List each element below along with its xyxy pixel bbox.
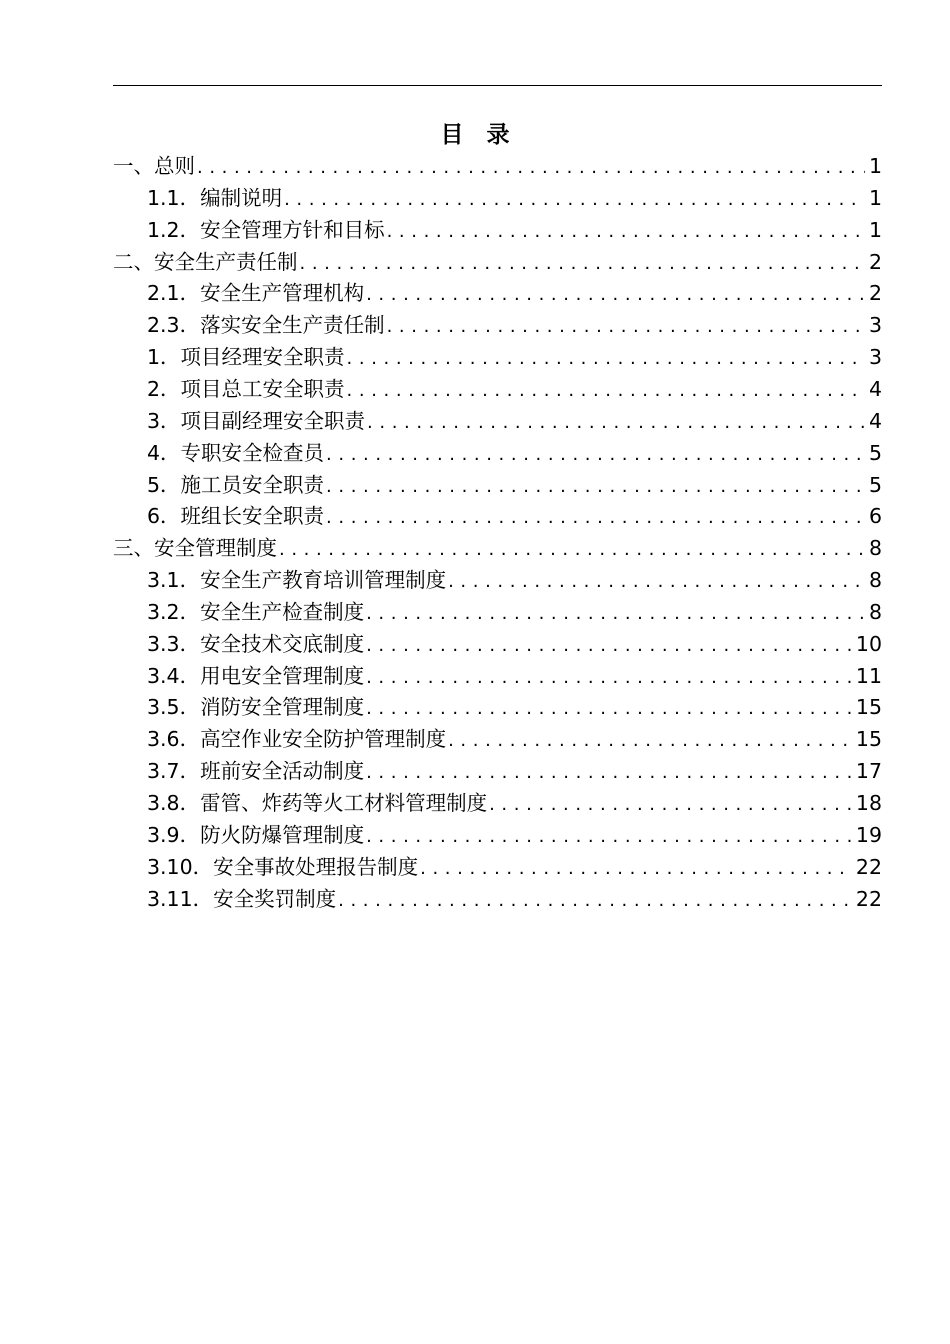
- toc-dot-leader: [326, 439, 865, 471]
- toc-entry-label: 3.2．安全生产检查制度: [147, 599, 365, 624]
- toc-page-number: 1: [868, 217, 882, 242]
- toc-page-number: 15: [855, 695, 882, 720]
- toc-dot-leader: [387, 311, 865, 343]
- toc-entry-label: 3.1．安全生产教育培训管理制度: [147, 568, 447, 593]
- toc-entry[interactable]: [147, 214, 882, 246]
- toc-page-number: 22: [855, 854, 882, 879]
- toc-page-number: 4: [868, 376, 882, 401]
- toc-entry-label: 3.3．安全技术交底制度: [147, 631, 365, 656]
- toc-page-number: 19: [855, 822, 882, 847]
- toc-page-number: 2: [868, 281, 882, 306]
- toc-page-number: 1: [868, 185, 882, 210]
- toc-entry[interactable]: [113, 150, 882, 182]
- toc-entry[interactable]: [147, 341, 882, 373]
- toc-entry[interactable]: [147, 405, 882, 437]
- toc-entry[interactable]: [147, 309, 882, 341]
- toc-page-number: 8: [868, 599, 882, 624]
- toc-entry-label: 3.7．班前安全活动制度: [147, 759, 365, 784]
- toc-entry[interactable]: [147, 182, 882, 214]
- toc-entry-label: 二、安全生产责任制: [113, 249, 298, 274]
- toc-dot-leader: [366, 757, 852, 789]
- toc-entry[interactable]: [147, 691, 882, 723]
- toc-page-number: 1: [868, 154, 882, 178]
- toc-dot-leader: [284, 184, 865, 216]
- toc-page-number: 8: [868, 568, 882, 593]
- toc-dot-leader: [489, 789, 852, 821]
- toc-page-number: 5: [868, 440, 882, 465]
- toc-dot-leader: [366, 662, 852, 694]
- toc-entry[interactable]: [113, 246, 882, 278]
- toc-page-number: 4: [868, 408, 882, 433]
- toc-page-number: 15: [855, 727, 882, 752]
- toc-entry-label: 3．项目副经理安全职责: [147, 408, 366, 433]
- toc-entry-label: 3.10．安全事故处理报告制度: [147, 854, 419, 879]
- toc-dot-leader: [338, 885, 852, 917]
- toc-entry-label: 6．班组长安全职责: [147, 504, 325, 529]
- toc-entry-label: 5．施工员安全职责: [147, 472, 325, 497]
- toc-entry-label: 3.11．安全奖罚制度: [147, 886, 337, 911]
- toc-entry[interactable]: [147, 787, 882, 819]
- toc-entry-label: 2．项目总工安全职责: [147, 376, 345, 401]
- toc-dot-leader: [366, 279, 865, 311]
- toc-entry-label: 4．专职安全检查员: [147, 440, 325, 465]
- toc-entry-label: 3.5．消防安全管理制度: [147, 695, 365, 720]
- toc-page-number: 3: [868, 313, 882, 338]
- toc-dot-leader: [448, 566, 865, 598]
- toc-entry[interactable]: [147, 596, 882, 628]
- toc-page-number: 11: [855, 663, 882, 688]
- toc-entry-label: 3.8．雷管、炸药等火工材料管理制度: [147, 791, 488, 815]
- toc-dot-leader: [420, 853, 852, 885]
- toc-entry[interactable]: [147, 755, 882, 787]
- toc-dot-leader: [366, 693, 852, 725]
- toc-entry-label: 3.6．高空作业安全防护管理制度: [147, 727, 447, 752]
- toc-dot-leader: [347, 375, 865, 407]
- toc-page-number: 6: [868, 504, 882, 529]
- toc-dot-leader: [197, 152, 865, 184]
- toc-entry[interactable]: [147, 469, 882, 501]
- toc-page-number: 2: [868, 249, 882, 274]
- toc-dot-leader: [366, 630, 852, 662]
- toc-dot-leader: [279, 534, 865, 566]
- toc-entry[interactable]: [147, 883, 882, 915]
- toc-entry-label: 3.9．防火防爆管理制度: [147, 822, 365, 847]
- toc-page-number: 10: [855, 631, 882, 656]
- toc-entry[interactable]: [113, 532, 882, 564]
- toc-entry[interactable]: [147, 437, 882, 469]
- toc-dot-leader: [366, 821, 852, 853]
- toc-entry-label: 三、安全管理制度: [113, 536, 277, 561]
- toc-entry[interactable]: [147, 564, 882, 596]
- toc-entry[interactable]: [147, 851, 882, 883]
- header-rule: [113, 85, 882, 86]
- toc-entry[interactable]: [147, 723, 882, 755]
- toc-entry-label: 1．项目经理安全职责: [147, 345, 345, 370]
- toc-page-number: 8: [868, 536, 882, 561]
- toc-entry-label: 一、总则: [113, 154, 195, 178]
- toc-page-number: 22: [855, 886, 882, 911]
- toc-dot-leader: [387, 216, 865, 248]
- toc-page-number: 5: [868, 472, 882, 497]
- toc-entry[interactable]: [147, 373, 882, 405]
- toc-dot-leader: [366, 598, 865, 630]
- toc-entry-label: 1.1．编制说明: [147, 185, 283, 210]
- toc-dot-leader: [367, 407, 865, 439]
- toc-dot-leader: [300, 248, 865, 280]
- toc-dot-leader: [326, 502, 865, 534]
- toc-page-number: 18: [855, 791, 882, 815]
- toc-page-number: 17: [855, 759, 882, 784]
- toc-dot-leader: [448, 725, 852, 757]
- toc-entry[interactable]: [147, 500, 882, 532]
- toc-entry[interactable]: [147, 277, 882, 309]
- page-title: 目 录: [440, 122, 510, 148]
- toc-dot-leader: [347, 343, 865, 375]
- toc-entry[interactable]: [147, 628, 882, 660]
- toc-entry-label: 2.1．安全生产管理机构: [147, 281, 365, 306]
- toc-entry-label: 2.3．落实安全生产责任制: [147, 313, 385, 338]
- toc-entry-label: 3.4．用电安全管理制度: [147, 663, 365, 688]
- toc-page-number: 3: [868, 345, 882, 370]
- toc-entry-label: 1.2．安全管理方针和目标: [147, 217, 385, 242]
- toc-entry[interactable]: [147, 819, 882, 851]
- toc-entry[interactable]: [147, 660, 882, 692]
- toc-dot-leader: [326, 471, 865, 503]
